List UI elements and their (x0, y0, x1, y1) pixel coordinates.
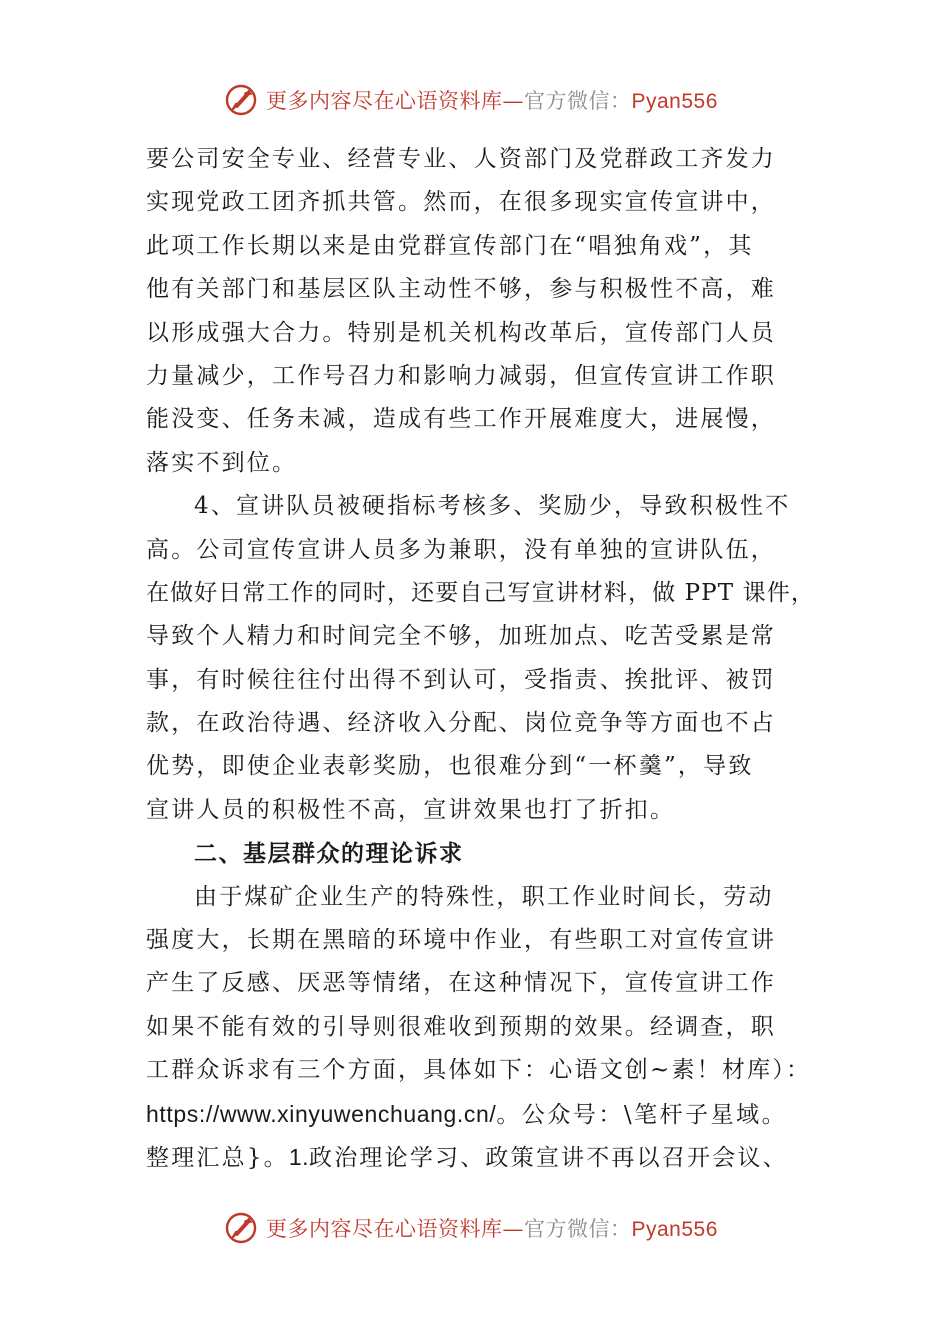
text-line: 工群众诉求有三个方面，具体如下：心语文创~素！材库）： (146, 1057, 812, 1084)
text-line: 高。公司宣传宣讲人员多为兼职，没有单独的宣讲队伍， (146, 536, 776, 563)
text-line: 能没变、任务未减，造成有些工作开展难度大，进展慢， (146, 406, 776, 433)
banner-dash: — (502, 89, 524, 113)
banner-official: 官方微信： (524, 89, 632, 113)
document-body (146, 138, 815, 1179)
paragraph-start-line: 由于煤矿企业生产的特殊性，职工作业时间长，劳动 (194, 883, 774, 910)
text-line: 如果不能有效的引导则很难收到预期的效果。经调查，职 (146, 1013, 776, 1040)
text-line: 导致个人精力和时间完全不够，加班加点、吃苦受累是常 (146, 623, 776, 650)
banner-wechat-id: Pyan556 (631, 90, 718, 113)
text-line: 产生了反感、厌恶等情绪，在这种情况下，宣传宣讲工作 (146, 970, 776, 997)
last-line-rest: 政治理论学习、政策宣讲不再以召开会议、 (309, 1144, 788, 1171)
text-line: 强度大，长期在黑暗的环境中作业，有些职工对宣传宣讲 (146, 927, 776, 954)
text-line: 落实不到位。 (146, 449, 298, 476)
url-line (146, 1093, 810, 1136)
quill-logo-icon (224, 83, 258, 117)
banner-text (266, 85, 718, 115)
url-suffix: 。公众号：\笔杆子星域。 (496, 1101, 788, 1128)
text-line: 他有关部门和基层区队主动性不够，参与积极性不高，难 (146, 276, 776, 303)
text-line (146, 1136, 810, 1179)
banner-main: 更多内容尽在心语资料库 (266, 1217, 503, 1241)
banner-dash: — (502, 1217, 524, 1241)
footer-banner (224, 1208, 718, 1248)
text-line: 要公司安全专业、经营专业、人资部门及党群政工齐发力 (146, 146, 776, 172)
text-line: 以形成强大合力。特别是机关机构改革后，宣传部门人员 (146, 319, 776, 346)
text-line: 款，在政治待遇、经济收入分配、岗位竞争等方面也不占 (146, 710, 776, 737)
text-line: 宣讲人员的积极性不高，宣讲效果也打了折扣。 (146, 796, 676, 823)
banner-text (266, 1213, 718, 1243)
header-banner (224, 80, 718, 120)
source-url: https://www.xinyuwenchuang.cn/ (146, 1100, 497, 1127)
text-line: 在做好日常工作的同时，还要自己写宣讲材料，做 PPT 课件， (146, 579, 815, 606)
last-line-prefix: 整理汇总}。 (146, 1144, 289, 1171)
text-line: 优势，即使企业表彰奖励，也很难分到“一杯羹”，导致 (146, 753, 754, 780)
text-line: 实现党政工团齐抓共管。然而，在很多现实宣传宣讲中， (146, 189, 776, 216)
banner-main: 更多内容尽在心语资料库 (266, 89, 503, 113)
text-line: 力量减少，工作号召力和影响力减弱，但宣传宣讲工作职 (146, 362, 776, 389)
section-heading: 二、基层群众的理论诉求 (194, 840, 464, 868)
text-line: 事，有时候往往付出得不到认可，受指责、挨批评、被罚 (146, 666, 776, 693)
banner-official: 官方微信： (524, 1217, 632, 1241)
quill-logo-icon (224, 1211, 258, 1245)
list-number: 1. (288, 1143, 310, 1170)
banner-wechat-id: Pyan556 (631, 1218, 718, 1241)
text-line: 此项工作长期以来是由党群宣传部门在“唱独角戏”，其 (146, 232, 754, 259)
paragraph-start-line: 4、宣讲队员被硬指标考核多、奖励少，导致积极性不 (194, 493, 791, 520)
